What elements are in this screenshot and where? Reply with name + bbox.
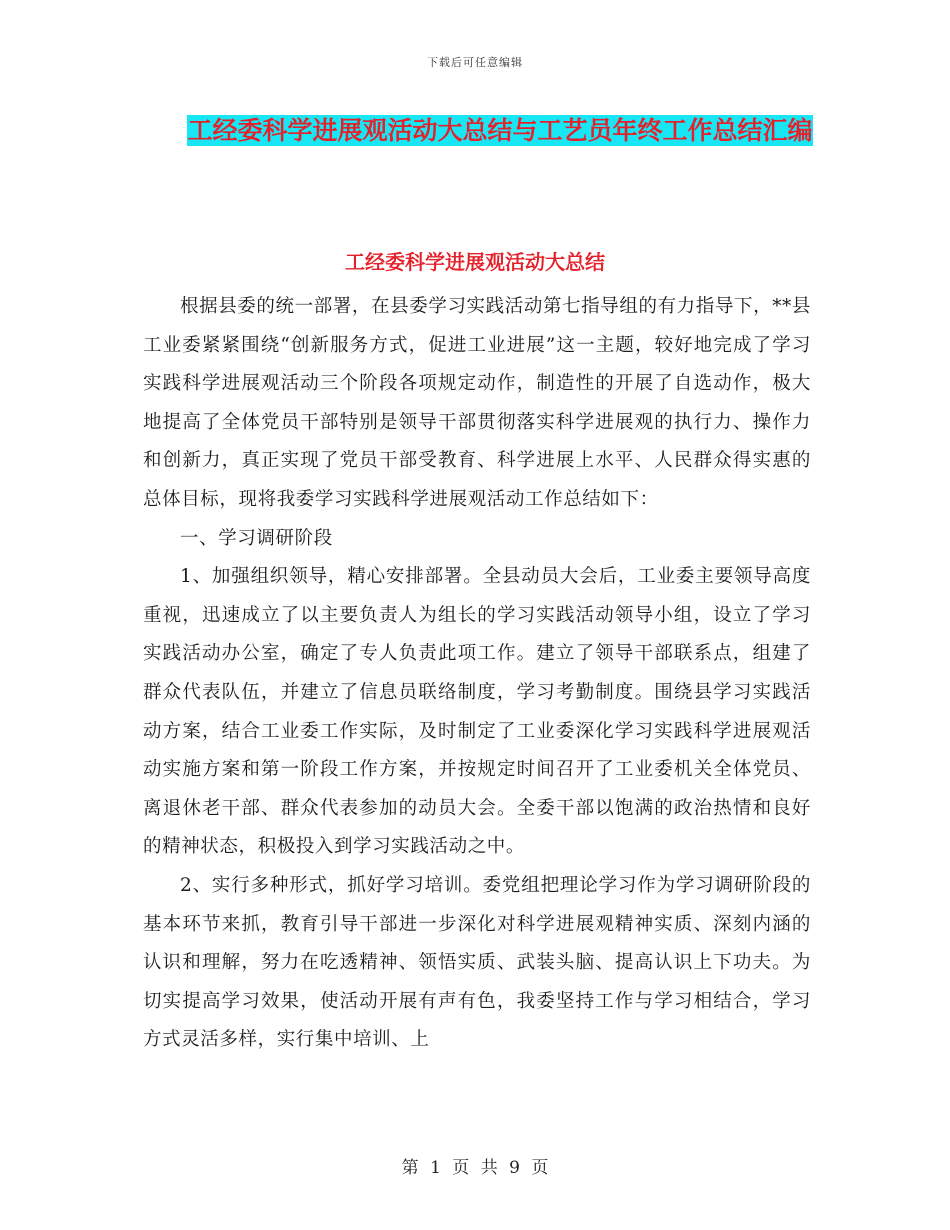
document-body: [143, 288, 811, 1060]
document-title: [140, 110, 860, 152]
body-paragraph: 2、实行多种形式，抓好学习培训。委党组把理论学习作为学习调研阶段的基本环节来抓，教育引导干部进一步深化对科学进展观精神实质、深刻内涵的认识和理解，努力在吃透精神、领悟实质、武装头脑、提高认识上下功夫。为切实提高学习效果，使活动开展有声有色，我委坚持工作与学习相结合，学习方式灵活多样，实行集中培训、上: [143, 874, 811, 1051]
document-title-text: 工经委科学进展观活动大总结与工艺员年终工作总结汇编: [187, 116, 813, 145]
page-number-footer: 第 1 页 共 9 页: [401, 1158, 549, 1178]
page-header-note: 下载后可任意编辑: [427, 56, 523, 69]
section-title: 工经委科学进展观活动大总结: [345, 250, 605, 274]
body-paragraph: 1、加强组织领导，精心安排部署。全县动员大会后，工业委主要领导高度重视，迅速成立了以主要负责人为组长的学习实践活动领导小组，设立了学习实践活动办公室，确定了专人负责此项工作。建立了领导干部联系点，组建了群众代表队伍，并建立了信息员联络制度，学习考勤制度。围绕县学习实践活动方案，结合工业委工作实际，及时制定了工业委深化学习实践科学进展观活动实施方案和第一阶段工作方案，并按规定时间召开了工业委机关全体党员、离退休老干部、群众代表参加的动员大会。全委干部以饱满的政治热情和良好的精神状态，积极投入到学习实践活动之中。: [143, 566, 811, 858]
body-paragraph: 一、学习调研阶段: [180, 527, 333, 549]
body-paragraph: 根据县委的统一部署，在县委学习实践活动第七指导组的有力指导下，**县工业委紧紧围绕“创新服务方式，促进工业进展”这一主题，较好地完成了学习实践科学进展观活动三个阶段各项规定动作，制造性的开展了自选动作，极大地提高了全体党员干部特别是领导干部贯彻落实科学进展观的执行力、操作力和创新力，真正实现了党员干部受教育、科学进展上水平、人民群众得实惠的总体目标，现将我委学习实践科学进展观活动工作总结如下：: [143, 296, 811, 510]
